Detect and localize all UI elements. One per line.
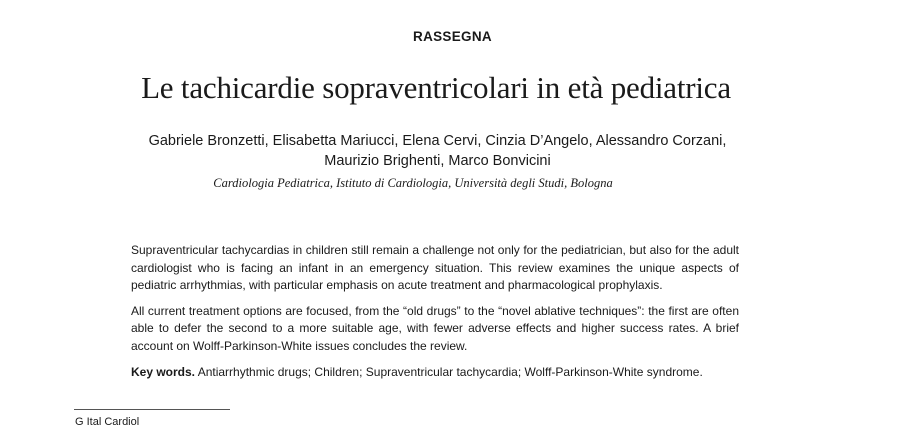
abstract xyxy=(131,242,739,389)
abstract-paragraph-2: All current treatment options are focused, from the “old drugs” to the “novel ablative techniques”: the first are often able to defer the second to a more suitable age, with fewer adverse effects and higher success rates. A brief account on Wolff-Parkinson-White issues concludes the review. xyxy=(131,303,739,353)
keywords-label: Key words. xyxy=(131,364,196,379)
footer-rule xyxy=(74,409,230,410)
author-line-1: Gabriele Bronzetti, Elisabetta Mariucci, Elena Cervi, Cinzia D’Angelo, Alessandro Corzani, xyxy=(148,133,727,149)
journal-name: G Ital Cardiol xyxy=(75,416,140,428)
article-title: Le tachicardie sopraventricolari in età pediatrica xyxy=(141,70,731,105)
author-list xyxy=(95,131,780,171)
keywords xyxy=(131,364,739,382)
abstract-paragraph-1: Supraventricular tachycardias in children still remain a challenge not only for the pediatrician, but also for the adult cardiologist who is facing an infant in an emergency situation. This review examines the unique aspects of pediatric arrhythmias, with particular emphasis on acute treatment and pharmacological prophylaxis. xyxy=(131,243,739,293)
keywords-text: Antiarrhythmic drugs; Children; Supraventricular tachycardia; Wolff-Parkinson-White syndrome. xyxy=(197,364,703,379)
section-label: RASSEGNA xyxy=(413,29,492,44)
author-line-2: Maurizio Brighenti, Marco Bonvicini xyxy=(324,153,551,169)
affiliation: Cardiologia Pediatrica, Istituto di Cardiologia, Università degli Studi, Bologna xyxy=(213,176,613,190)
